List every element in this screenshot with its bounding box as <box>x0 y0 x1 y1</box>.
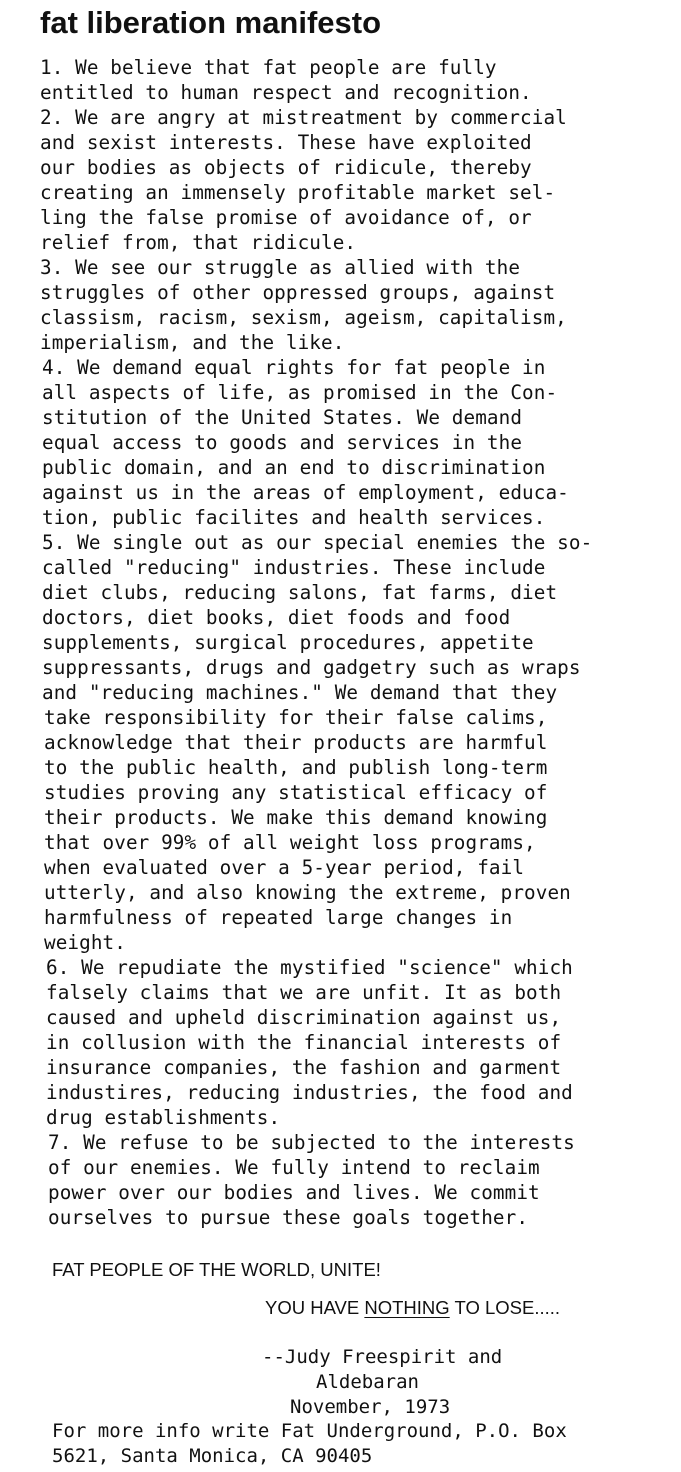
tagline-after: TO LOSE..... <box>449 1297 561 1318</box>
manifesto-line: weight. <box>44 931 126 954</box>
manifesto-line: to the public health, and publish long-term <box>44 756 548 779</box>
manifesto-line: called "reducing" industries. These include <box>42 556 546 579</box>
manifesto-line: 1. We believe that fat people are fully <box>40 56 497 79</box>
manifesto-line: all aspects of life, as promised in the Con- <box>42 381 558 404</box>
manifesto-line: 6. We repudiate the mystified "science" which <box>46 956 573 979</box>
page-title: fat liberation manifesto <box>40 5 382 40</box>
manifesto-line: drug establishments. <box>46 1106 281 1129</box>
manifesto-line: 3. We see our struggle as allied with the <box>40 256 521 279</box>
manifesto-line: relief from, that ridicule. <box>40 231 357 254</box>
manifesto-line: when evaluated over a 5-year period, fail <box>44 856 525 879</box>
manifesto-line: 7. We refuse to be subjected to the interests <box>48 1131 575 1154</box>
manifesto-line: suppressants, drugs and gadgetry such as wraps <box>42 656 581 679</box>
manifesto-line: ling the false promise of avoidance of, or <box>40 206 532 229</box>
manifesto-line: 2. We are angry at mistreatment by commercial <box>40 106 567 129</box>
manifesto-line: power over our bodies and lives. We commit <box>48 1181 540 1204</box>
manifesto-line: insurance companies, the fashion and garment <box>46 1056 562 1079</box>
manifesto-line: 4. We demand equal rights for fat people in <box>42 356 546 379</box>
manifesto-line: of our enemies. We fully intend to reclaim <box>48 1156 540 1179</box>
manifesto-line: acknowledge that their products are harmful <box>44 731 548 754</box>
tagline-before: YOU HAVE <box>265 1297 365 1318</box>
manifesto-line: utterly, and also knowing the extreme, proven <box>44 881 571 904</box>
rallying-cry: FAT PEOPLE OF THE WORLD, UNITE! <box>52 1259 381 1280</box>
manifesto-line: their products. We make this demand knowing <box>44 806 548 829</box>
manifesto-line: creating an immensely profitable market sel- <box>40 181 556 204</box>
manifesto-line: and sexist interests. These have exploited <box>40 131 532 154</box>
manifesto-line: classism, racism, sexism, ageism, capitalism, <box>40 306 567 329</box>
manifesto-line: studies proving any statistical efficacy of <box>44 781 548 804</box>
manifesto-line: stitution of the United States. We demand <box>42 406 523 429</box>
tagline <box>265 1296 560 1320</box>
manifesto-line: struggles of other oppressed groups, against <box>40 281 556 304</box>
manifesto-line: tion, public facilites and health services. <box>42 506 546 529</box>
contact-line-1: For more info write Fat Underground, P.O. Box <box>52 1420 567 1442</box>
manifesto-line: supplements, surgical procedures, appetite <box>42 631 534 654</box>
manifesto-line: industires, reducing industries, the food and <box>46 1081 573 1104</box>
manifesto-line: imperialism, and the like. <box>40 331 345 354</box>
manifesto-line: and "reducing machines." We demand that they <box>42 681 558 704</box>
manifesto-line: entitled to human respect and recognition. <box>40 81 532 104</box>
manifesto-line: harmfulness of repeated large changes in <box>44 906 513 929</box>
manifesto-line: that over 99% of all weight loss programs, <box>44 831 536 854</box>
manifesto-line: 5. We single out as our special enemies the so- <box>42 531 593 554</box>
manifesto-body <box>40 55 592 1230</box>
manifesto-line: equal access to goods and services in the <box>42 431 523 454</box>
manifesto-line: doctors, diet books, diet foods and food <box>42 606 511 629</box>
tagline-emphasis: NOTHING <box>364 1297 450 1318</box>
manifesto-line: against us in the areas of employment, educa- <box>42 481 569 504</box>
manifesto-line: caused and upheld discrimination against us, <box>46 1006 562 1029</box>
manifesto-line: ourselves to pursue these goals together. <box>48 1206 529 1229</box>
manifesto-line: take responsibility for their false calims, <box>44 706 548 729</box>
manifesto-line: our bodies as objects of ridicule, thereby <box>40 156 532 179</box>
manifesto-line: diet clubs, reducing salons, fat farms, diet <box>42 581 558 604</box>
manifesto-line: public domain, and an end to discrimination <box>42 456 546 479</box>
manifesto-line: in collusion with the financial interests of <box>46 1031 562 1054</box>
signature-authors: --Judy Freespirit and <box>262 1346 503 1368</box>
manifesto-line: falsely claims that we are unfit. It as both <box>46 981 562 1004</box>
contact-line-2: 5621, Santa Monica, CA 90405 <box>52 1445 373 1467</box>
signature-authors-cont: Aldebaran <box>316 1371 419 1393</box>
signature-date: November, 1973 <box>290 1396 451 1418</box>
